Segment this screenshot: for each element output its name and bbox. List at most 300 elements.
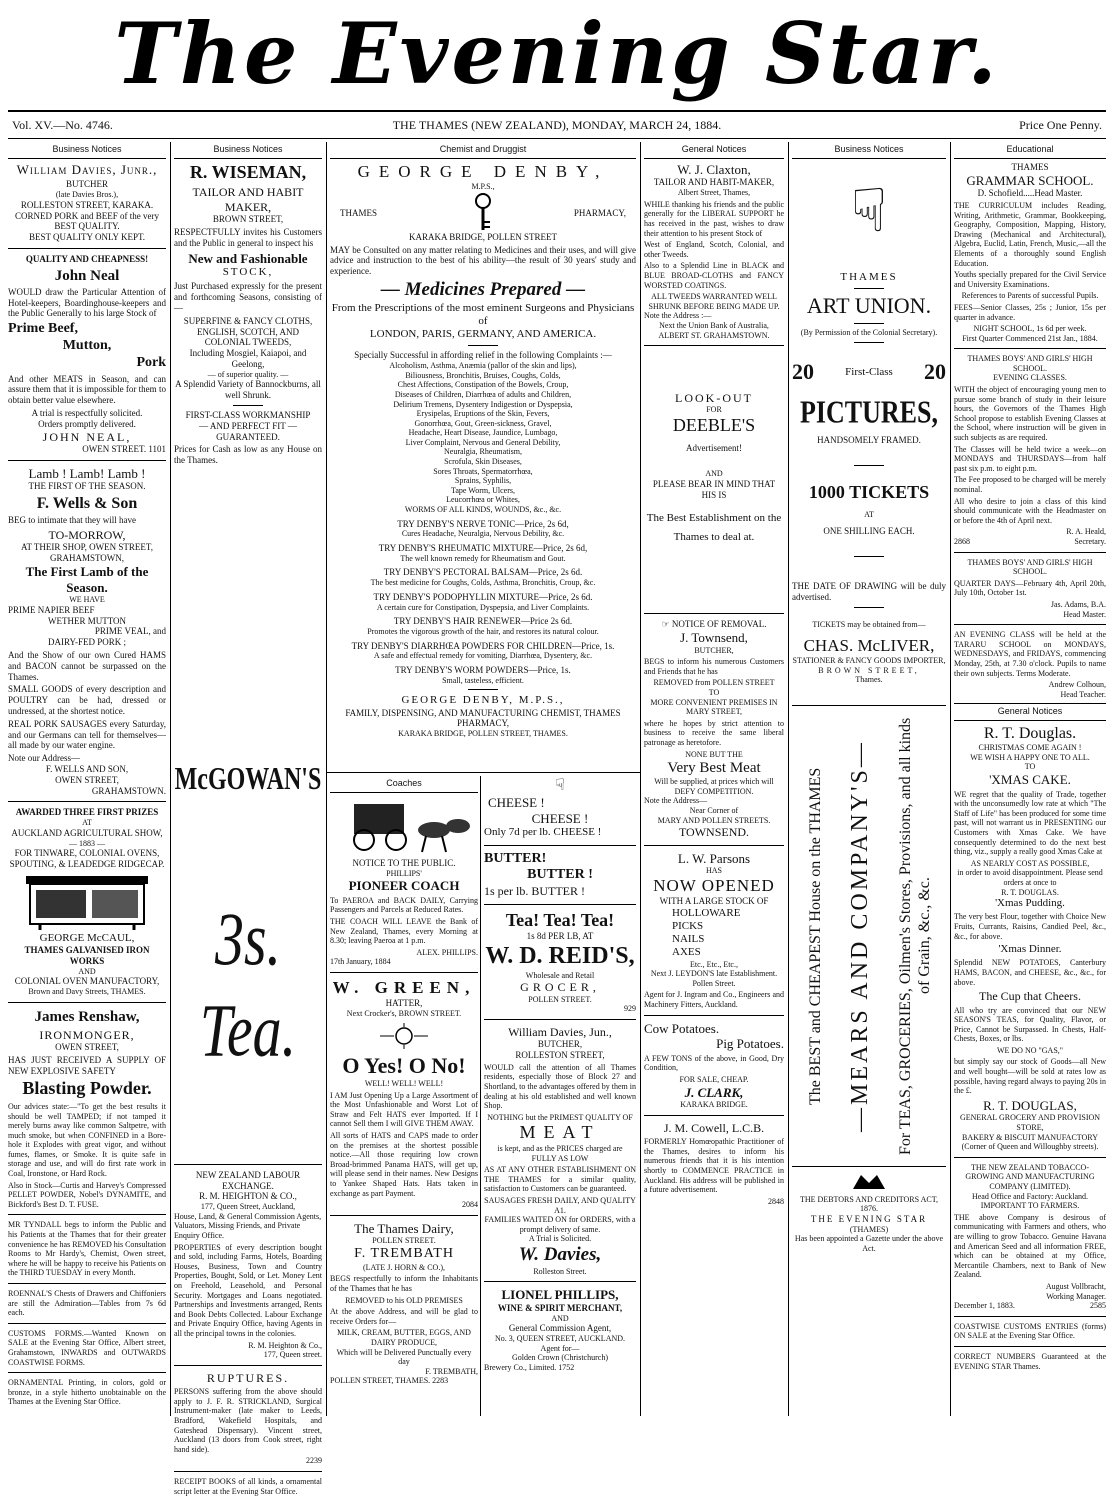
ad-body: CORRECT NUMBERS Guaranteed at the EVENING STAR Thames.: [954, 1351, 1106, 1371]
denby-name: GEORGE DENBY,: [357, 161, 609, 181]
ad-line: J. M. Cowell, L.C.B.: [663, 1120, 765, 1135]
complaint-line: Scrofula, Skin Diseases,: [444, 457, 522, 467]
complaint-line: Liver Complaint, Nervous and General Debility,: [405, 437, 561, 447]
ad-line: —MEARS AND COMPANY'S—: [847, 739, 873, 1132]
ad-body: REAL PORK SAUSAGES every Saturday, and our Germans can tell for themselves—all made by our water engine.: [8, 718, 166, 751]
ad-number: 2283: [432, 1376, 449, 1386]
ad-line: ALEX. PHILLIPS.: [416, 947, 478, 957]
renshaw-name: James Renshaw,: [34, 1008, 140, 1025]
ad-line: FOR SALE, CHEAP.: [679, 1075, 749, 1084]
ad-body: THE CURRICULUM includes Reading, Writing, Arithmetic, Grammar, Bookkeeping, Geography, Composition, Mapping, History, Drawing (Mechanical and Architectural), Algebra, Euclid, Latin, French, Music,—all the Elements of a thoroughly sound English Education.: [954, 200, 1106, 268]
ad-body: ROENNAL'S Chests of Drawers and Chiffoniers are still the Admiration—Tables from 7s 6d each.: [8, 1289, 166, 1318]
ad-line: 20: [924, 358, 946, 384]
divider: [484, 1019, 636, 1020]
ad-line: AND: [78, 966, 96, 976]
ad-line: Will be supplied, at prices which will DEFY COMPETITION.: [654, 777, 774, 796]
ad-line: THE NEW ZEALAND TOBACCO-GROWING AND MANUFACTURING COMPANY (LIMITED).: [965, 1162, 1095, 1192]
ad-line: Lamb ! Lamb! Lamb !: [28, 465, 146, 481]
ad-body: SMALL GOODS of every description and POULTRY can be had, dressed or undressed, at the shortest notice.: [8, 684, 166, 717]
ad-line: HIS IS: [701, 489, 727, 500]
ad-line: CORNED PORK and BEEF of the very BEST QUALITY.: [15, 210, 159, 232]
ad-line: KARAKA BRIDGE, POLLEN STREET, THAMES.: [398, 729, 568, 739]
ad-line: ROLLESTON STREET,: [515, 1050, 605, 1061]
ad-line: O Yes! O No!: [342, 1052, 466, 1078]
ad-line: NOW OPENED: [653, 875, 775, 895]
ad-body: CUSTOMS FORMS.—Wanted Known on SALE at the Evening Star Office, Albert street, Grahamstown, INWARDS and OUTWARDS COASTWISE FORMS.: [8, 1328, 166, 1367]
column-6: [954, 142, 1106, 1416]
ad-line: SAUSAGES FRESH DAILY, AND QUALITY A1.: [484, 1196, 636, 1215]
ad-line: J. Townsend,: [680, 630, 748, 646]
ad-line: William Davies, Jun.,: [508, 1024, 612, 1039]
ad-body: The very best Flour, together with Choice New Fruits, Currants, Raisins, Candied Peel, &c., &c., for above.: [954, 912, 1106, 941]
ad-line: HOLLOWARE: [672, 906, 741, 919]
ad-line: Has been appointed a Gazette under the above Act.: [794, 1234, 944, 1253]
ad-line: Which will be Delivered Punctually every day: [336, 1347, 472, 1367]
ad-line: COLONIAL OVEN MANUFACTORY,: [14, 976, 160, 987]
davies-name: William Davies, Junr.,: [16, 161, 158, 177]
ad-body: QUARTER DAYS—February 4th, April 20th, July 10th, October 1st.: [954, 578, 1106, 598]
price: Price One Penny.: [1019, 118, 1102, 132]
ad-line: BUTCHER: [65, 179, 108, 190]
ad-body: MR TYNDALL begs to inform the Public and his Patients at the Thames that for their greater convenience he has REMOVED his Consultation Rooms to Mr Hardy's, Chemist, Owen street, where he will be happy to receive his Patients on the THIRD TUESDAY in every Month.: [8, 1220, 166, 1278]
ad-body: RECEIPT BOOKS of all kinds, a ornamental script letter at the Evening Star Office.: [174, 1476, 322, 1496]
ad-line: AT THEIR SHOP, OWEN STREET, GRAHAMSTOWN,: [20, 542, 153, 564]
section-rule: [326, 772, 640, 773]
ad-line: M.P.S.,: [471, 182, 495, 192]
ad-line: PIONEER COACH: [348, 878, 460, 894]
ad-line: Head Master.: [1063, 609, 1106, 619]
complaint-line: Diseases of Children, Diarrhœa of adults and Children,: [394, 389, 572, 399]
ad-line: R. M. HEIGHTON & CO.,: [199, 1191, 297, 1202]
ad-line: 1000 TICKETS: [808, 482, 930, 503]
ad-body: FORMERLY Homœopathic Practitioner of the Thames, desires to inform his numerous friends that it is his intention shortly to COMMENCE PRACTICE in Auckland. His address will be published in a future advertisement.: [644, 1137, 784, 1195]
ad-line: AT: [864, 509, 874, 519]
ad-line: Blasting Powder.: [22, 1078, 152, 1099]
ad-body: BEG to intimate that they will have: [8, 515, 136, 526]
ad-body: To PAEROA and BACK DAILY, Carrying Passengers and Parcels at Reduced Rates.: [330, 895, 478, 915]
ad-line: IRONMONGER,: [39, 1027, 135, 1042]
ad-line: Jas. Adams, B.A.: [1050, 599, 1106, 609]
divider: [484, 1281, 636, 1282]
ad-line: (Corner of Queen and Willoughby streets).: [961, 1142, 1099, 1152]
divider: [8, 1214, 166, 1215]
ad-line: GEORGE McCAUL,: [39, 931, 135, 944]
ad-line: Golden Crown (Christchurch): [512, 1353, 608, 1363]
ad-number: 2868: [954, 536, 970, 546]
ad-body: Agent for J. Ingram and Co., Engineers and Machinery Fitters, Auckland.: [644, 990, 784, 1010]
remedy-subtitle: The best medicine for Coughs, Colds, Asthma, Bronchitis, Croup, &c.: [370, 578, 596, 588]
ad-line: CHRISTMAS COME AGAIN !: [978, 743, 1082, 753]
ad-body: And the Show of our own Cured HAMS and BACON cannot be surpassed on the Thames.: [8, 650, 166, 682]
ad-line: ENGLISH, SCOTCH, AND: [196, 326, 299, 337]
section-header: General Notices: [954, 703, 1106, 721]
divider: [854, 465, 884, 466]
remedy-subtitle: The well known remedy for Rheumatism and Gout.: [400, 553, 566, 563]
divider: [854, 607, 884, 608]
ad-line: BROWN STREET,: [818, 665, 920, 675]
ad-line: WE HAVE: [69, 595, 105, 605]
divider: [8, 1323, 166, 1324]
ad-line: BROWN STREET,: [212, 214, 284, 225]
ad-body: RESPECTFULLY invites his Customers and the Public in general to inspect his: [174, 226, 322, 248]
ad-line: GROCER,: [520, 980, 600, 995]
divider: [233, 405, 263, 406]
ad-line: Next the Union Bank of Australia,: [659, 320, 769, 330]
ad-line: TICKETS may be obtained from—: [812, 619, 926, 629]
ad-line: References to Parents of successful Pupils.: [961, 291, 1099, 301]
deeble-heading: DEEBLE'S: [672, 415, 756, 436]
column-rule: [640, 142, 641, 1416]
ad-body: And other MEATS in Season, and can assure them that it is impossible for them to obtain better value elsewhere.: [8, 373, 166, 406]
divider: [854, 342, 884, 343]
volume-number: Vol. XV.—No. 4746.: [12, 118, 113, 132]
ad-line: GRAHAMSTOWN.: [91, 785, 166, 796]
ad-line: CHEESE !: [488, 795, 545, 811]
ad-number: 929: [624, 1004, 636, 1014]
complaint-line: Biliousness, Bronchitis, Bruises, Coughs, Colds,: [405, 370, 561, 380]
ad-line: From the Prescriptions of the most eminent Surgeons and Physicians of: [331, 301, 635, 327]
masthead-title: The Evening Star.: [114, 4, 1000, 103]
divider: [174, 1164, 322, 1165]
ad-line: POLLEN STREET.: [372, 1236, 436, 1246]
divider: [174, 1365, 322, 1366]
complaint-line: Gonorrhœa, Gout, Green-sickness, Gravel,: [414, 418, 552, 428]
ad-line: HATTER,: [385, 998, 423, 1009]
reid-name: W. D. REID'S,: [485, 942, 635, 969]
ad-line: NOTHING but the PRIMEST QUALITY OF: [487, 1112, 633, 1122]
ad-body: A FEW TONS of the above, in Good, Dry Condition,: [644, 1053, 784, 1073]
masthead-rule: [8, 110, 1106, 112]
ad-line: FAMILY, DISPENSING, AND MANUFACTURING CHEMIST, THAMES PHARMACY,: [345, 707, 621, 729]
divider: [174, 1471, 322, 1472]
ad-line: JOHN NEAL,: [42, 429, 132, 444]
complaints-list: [330, 361, 636, 515]
ad-line: AS NEARLY COST AS POSSIBLE,: [970, 858, 1090, 868]
mears-vertical-ad: [792, 705, 946, 1167]
remedy-subtitle: A safe and effectual remedy for vomiting, Diarrhœa, Dysentery, &c.: [373, 651, 593, 661]
ad-number: 1101: [148, 443, 166, 454]
ad-line: HAS: [705, 866, 722, 876]
ad-line: 'XMAS CAKE.: [989, 772, 1071, 788]
ad-body: Also to a Splendid Line in BLACK and BLUE BROAD-CLOTHS and FANCY WORSTED COATINGS.: [644, 261, 784, 290]
ad-body: BEGS to inform his numerous Customers and Friends that he has: [644, 657, 784, 676]
ad-line: THAMES: [340, 207, 378, 218]
ad-line: AWARDED THREE FIRST PRIZES: [15, 807, 159, 818]
column-rule: [326, 142, 327, 1416]
ad-line: PICKS: [672, 920, 704, 933]
ad-line: — AND PERFECT FIT —: [199, 420, 297, 431]
divider: [954, 1316, 1106, 1317]
ad-body: HAS JUST RECEIVED A SUPPLY OF NEW EXPLOSIVE SAFETY: [8, 1054, 166, 1076]
remedy-subtitle: A certain cure for Constipation, Dyspepsia, and Liver Complaints.: [376, 602, 590, 612]
ad-line: Head Teacher.: [1060, 689, 1106, 699]
ad-body: but simply say our stock of Goods—all New and well bought—will be sold at rates low as possible, having regard always to paying 20s in the £.: [954, 1057, 1106, 1096]
ad-line: Pig Potatoes.: [716, 1036, 784, 1052]
ad-line: — of superior quality. —: [207, 369, 289, 379]
column-rule: [170, 142, 171, 1416]
column-1: [8, 142, 166, 1416]
divider: [484, 845, 636, 846]
divider: [854, 323, 884, 324]
ad-line: 17th January, 1884: [330, 957, 391, 967]
stagecoach-illustration: [334, 796, 474, 856]
ad-line: Mutton,: [62, 337, 112, 353]
ad-body: THE above Company is desirous of communicating with Farmers and others, who are willing to grow Tobacco. Genuine Havana and American Seed and all information FREE, which can be obtained at my Office, Mercantile Chambers, next to Bank of New Zealand.: [954, 1212, 1106, 1280]
ad-line: PHILLIPS': [386, 868, 422, 878]
remedy-title: TRY DENBY'S DIARRHŒA POWDERS FOR CHILDREN—Price, 1s.: [351, 640, 615, 651]
divider: [954, 624, 1106, 625]
ad-line: Secretary.: [1074, 536, 1106, 546]
ad-line: Wholesale and Retail: [525, 970, 595, 980]
ad-line: NONE BUT THE: [685, 749, 743, 759]
ad-line: R. T. DOUGLAS.: [1001, 887, 1059, 897]
ad-line: Specially Successful in affording relief in the following Complaints :—: [354, 350, 612, 361]
section-header: Chemist and Druggist: [330, 142, 636, 159]
ad-line: PICTURES,: [800, 395, 938, 431]
ad-line: KARAKA BRIDGE.: [680, 1100, 748, 1110]
tea-heading: 3s. Tea.: [199, 896, 297, 1072]
ad-line: FOR TINWARE, COLONIAL OVENS, SPOUTING, & LEADEDGE RIDGECAP.: [9, 848, 165, 869]
divider: [8, 1372, 166, 1373]
dateline: [8, 118, 1106, 136]
ad-line: 'Xmas Pudding.: [995, 897, 1065, 910]
ad-line: BUTCHER,: [537, 1039, 583, 1050]
ad-number: 2585: [1090, 1301, 1106, 1311]
ad-line: 20: [792, 358, 814, 384]
ad-line: POLLEN STREET, THAMES.: [330, 1376, 431, 1386]
divider: [644, 1115, 784, 1116]
ad-line: Near Corner of: [689, 805, 739, 815]
ad-body: WOULD draw the Particular Attention of Hotel-keepers, Boardinghouse-keepers and the Public Generally to his large Stock of: [8, 286, 166, 319]
ad-line: L. W. Parsons: [677, 850, 751, 866]
divider: [954, 1157, 1106, 1158]
ad-line: Pollen Street.: [692, 978, 736, 988]
douglas-name: R. T. Douglas.: [983, 725, 1077, 743]
ad-line: A trial is respectfully solicited.: [31, 407, 143, 418]
divider: [954, 348, 1106, 349]
ad-line: Prime Beef,: [8, 321, 78, 337]
medicines-heading: — Medicines Prepared —: [380, 278, 586, 300]
ad-line: WINE & SPIRIT MERCHANT,: [497, 1302, 623, 1313]
section-header: Educational: [954, 142, 1106, 159]
ad-line: House, Land, & General Commission Agents, Valuators, Missing Friends, and Private Enquiry Office.: [174, 1211, 322, 1241]
ad-line: — 1883 —: [69, 838, 105, 848]
sun-ornament-icon: [374, 1021, 434, 1051]
remedy-subtitle: Small, tasteless, efficient.: [442, 675, 524, 685]
ad-line: MARY AND POLLEN STREETS.: [657, 815, 771, 825]
complaint-line: WORMS OF ALL KINDS, WOUNDS, &c., &c.: [404, 505, 562, 515]
ad-line: R. T. DOUGLAS,: [983, 1097, 1077, 1113]
remedy-title: TRY DENBY'S HAIR RENEWER—Price 2s 6d.: [393, 616, 573, 627]
remedy-title: TRY DENBY'S WORM POWDERS—Price, 1s.: [395, 664, 571, 675]
ad-line: R. A. Heald,: [1066, 527, 1106, 537]
ad-line: FAMILIES WAITED ON for ORDERS, with a prompt delivery of same.: [484, 1215, 636, 1234]
ad-body: All who try are convinced that our NEW SEASON'S TEAS, for Quality, Flavor, or Price, Cannot be Surpassed. In Chests, Half-Chests, Boxes, or lbs.: [954, 1005, 1106, 1044]
ad-body: Also in Stock—Curtis and Harvey's Compressed PELLET POWDER, Nobel's DYNAMITE, and Bickford's Best D. T. FUSE.: [8, 1180, 166, 1209]
ad-line: GRAMMAR SCHOOL.: [966, 172, 1094, 188]
ad-line: (THAMES): [849, 1224, 889, 1234]
ad-line: Note the Address—: [644, 796, 708, 806]
ad-line: J. CLARK,: [684, 1084, 744, 1100]
ad-line: Next Crocker's, BROWN STREET.: [346, 1009, 462, 1019]
ad-line: The Best Establishment on the Thames to deal at.: [646, 511, 782, 544]
ad-body: PERSONS suffering from the above should apply to J. F. R. STRICKLAND, Surgical Instrument-maker (late maker to Leeds, Bradford, Wakefield Hospitals, and Gateshead Dispensary). Vincent street, Auckland (13 doors from Cook street, right hand side).: [174, 1387, 322, 1454]
section-header: Business Notices: [174, 142, 322, 159]
ad-line: REMOVED from POLLEN STREET: [653, 678, 775, 688]
ad-body: AN EVENING CLASS will be held at the TARARU SCHOOL on MONDAYS, WEDNESDAYS, and FRIDAYS, commencing Monday, 25th, at 7.30 o'clock. Pupils to name their own subjects. Terms Moderate.: [954, 630, 1106, 678]
divider: [330, 972, 478, 973]
divider: [8, 1283, 166, 1284]
ad-line: OWEN STREET,: [55, 774, 119, 785]
ad-line: THE DEBTORS AND CREDITORS ACT, 1876.: [799, 1194, 938, 1214]
ad-line: First-Class: [845, 365, 893, 378]
ad-line: 1s 8d PER LB, AT: [526, 931, 594, 942]
ad-line: The First Lamb of the Season.: [25, 564, 149, 595]
ad-body: BEGS respectfully to inform the Inhabitants of the Thames that he has: [330, 1274, 478, 1293]
art-union-heading: ART UNION.: [806, 292, 932, 318]
ad-line: WE WISH A HAPPY ONE TO ALL.: [970, 752, 1090, 762]
divider: [468, 689, 498, 690]
complaint-line: Sores Throats, Spermatorrhœa,: [433, 466, 533, 476]
ad-line: Pork: [136, 354, 166, 370]
remedy-subtitle: Cures Headache, Neuralgia, Nervous Debility, &c.: [401, 529, 565, 539]
complaint-line: Headache, Heart Disease, Jaundice, Lumbago,: [408, 428, 558, 438]
ad-line: No. 3, QUEEN STREET, AUCKLAND.: [494, 1334, 626, 1344]
ad-line: TO: [708, 688, 720, 698]
ad-line: LIONEL PHILLIPS,: [501, 1287, 619, 1303]
ad-line: STOCK,: [222, 266, 274, 279]
ad-body: West of England, Scotch, Colonial, and other Tweeds.: [644, 240, 784, 259]
pointing-hand-icon: ☟: [555, 777, 565, 794]
ad-line: Including Mosgiel, Kaiapoi, and Geelong,: [189, 348, 307, 369]
ad-line: (By Permission of the Colonial Secretary).: [800, 328, 938, 338]
ad-line: NOTICE OF REMOVAL.: [671, 619, 767, 630]
ad-line: STATIONER & FANCY GOODS IMPORTER,: [792, 655, 946, 665]
ad-line: Note our Address—: [8, 753, 80, 764]
section-header: Business Notices: [8, 142, 166, 159]
ad-line: CHAS. McLIVER,: [803, 635, 935, 655]
neal-name: John Neal: [54, 267, 120, 284]
ad-line: Thames.: [855, 675, 883, 685]
ad-body: Just Purchased expressly for the present and forthcoming Seasons, consisting of—: [174, 281, 322, 313]
complaint-line: Tape Worm, Ulcers,: [451, 485, 515, 495]
ad-body: The Fee proposed to be charged will be merely nominal.: [954, 475, 1106, 495]
claxton-name: W. J. Claxton,: [677, 161, 751, 177]
ad-line: WITH A LARGE STOCK OF: [659, 896, 769, 907]
ad-body: All sorts of HATS and CAPS made to order on the premises at the shortest possible notice.—All those requiring low crown Broad-brimmed Panama HATS, will get up, will please send in their names. New Designs to Yankee Shaped Hats. Hats taken in exchange as part Payment.: [330, 1131, 478, 1198]
complaint-line: Erysipelas, Eruptions of the Skin, Fevers,: [416, 409, 550, 419]
ad-line: First Quarter Commenced 21st Jan., 1884.: [962, 333, 1098, 343]
divider: [644, 845, 784, 846]
ad-line: ALBERT ST. GRAHAMSTOWN.: [658, 330, 770, 340]
ad-line: The BEST and CHEAPEST House on the THAMES: [807, 767, 824, 1105]
ad-line: A Trial is Solicited.: [528, 1234, 592, 1244]
ad-line: December 1, 1883.: [954, 1301, 1015, 1311]
divider: [8, 801, 166, 802]
ad-body: WITH the object of encouraging young men to pursue some branch of study in their leisure hours, the Governors of the Thames High School propose to establish Evening Classes at the School, where instruction will be given in such subjects as are required.: [954, 385, 1106, 443]
ad-line: TAILOR AND HABIT-MAKER,: [653, 177, 775, 188]
ad-line: WE DO NO "GAS,": [996, 1045, 1064, 1055]
wells-name: F. Wells & Son: [36, 495, 138, 513]
remedies-list: [330, 519, 636, 686]
ad-body: Youths specially prepared for the Civil Service and University Examinations.: [954, 270, 1106, 289]
ad-line: Cow Potatoes.: [644, 1020, 720, 1036]
ad-line: Only 7d per lb. CHEESE !: [484, 826, 602, 839]
ad-line: RUPTURES.: [206, 1370, 290, 1385]
pointing-hand-icon: ☟: [850, 177, 888, 244]
complaint-line: Delirium Tremens, Dysentery Indigestion or Dyspepsia,: [393, 399, 573, 409]
divider: [484, 904, 636, 905]
ad-line: QUALITY AND CHEAPNESS!: [25, 253, 149, 264]
ad-line: Note the Address :—: [644, 311, 712, 321]
ad-line: BAKERY & BISCUIT MANUFACTORY: [962, 1132, 1098, 1142]
ad-line: Very Best Meat: [667, 760, 761, 777]
ad-line: EVENING CLASSES.: [993, 373, 1067, 383]
ad-line: F. TREMBATH,: [425, 1366, 478, 1376]
ad-line: August Vollbracht,: [1045, 1281, 1106, 1291]
ad-body: Splendid NEW POTATOES, Canterbury HAMS, BACON, and CHEESE, &c., &c., for above.: [954, 958, 1106, 987]
divider: [854, 288, 884, 289]
ad-line: Albert Street, Thames,: [677, 188, 751, 198]
ad-line: W. Davies,: [518, 1243, 602, 1265]
ad-line: POLLEN STREET.: [528, 994, 592, 1004]
ad-line: THAMES: [1011, 161, 1049, 172]
ad-line: Agent for—: [540, 1343, 580, 1353]
ad-line: Brewery Co., Limited.: [484, 1362, 557, 1372]
ad-line: D. Schofield.....Head Master.: [977, 188, 1083, 199]
ad-line: NOTICE TO THE PUBLIC.: [352, 857, 456, 868]
ad-line: DAIRY-FED PORK ;: [47, 637, 126, 648]
oven-illustration: [22, 872, 152, 930]
ad-line: General Commission Agent,: [508, 1323, 612, 1334]
column-rule: [480, 776, 481, 1416]
divider: [330, 1215, 478, 1216]
removal-notice: [644, 619, 784, 630]
ad-line: Etc., Etc., Etc.,: [690, 959, 738, 969]
ad-number: 1752: [558, 1362, 575, 1372]
ad-line: HANDSOMELY FRAMED.: [817, 434, 921, 445]
divider: [468, 345, 498, 346]
ad-line: 177, Queen Street, Auckland,: [200, 1202, 296, 1212]
ad-line: PRIME VEAL, and: [94, 626, 166, 637]
ad-line: Next J. LEYDON'S late Establishment.: [650, 969, 778, 979]
ad-line: MEAT: [519, 1122, 601, 1143]
column-2: [174, 142, 322, 1496]
ad-line: For TEAS, GROCERIES, Oilmen's Stores, Provisions, and all kinds of Grain, &c., &c.: [897, 717, 934, 1155]
ad-line: BEST QUALITY ONLY KEPT.: [28, 232, 146, 243]
ad-line: Tea! Tea! Tea!: [505, 909, 615, 930]
pointing-hand-icon: ☞: [661, 619, 670, 630]
ad-line: 177, Queen street.: [263, 1350, 322, 1360]
divider: [8, 1002, 166, 1003]
ad-body: where he hopes by strict attention to business to receive the same liberal patronage as heretofore.: [644, 718, 784, 747]
ad-line: NEW ZEALAND LABOUR EXCHANGE.: [195, 1169, 301, 1191]
divider: [644, 1015, 784, 1016]
ad-body: At the above Address, and will be glad to receive Orders for—: [330, 1307, 478, 1326]
ad-line: LONDON, PARIS, GERMANY, AND AMERICA.: [369, 328, 597, 341]
ad-line: (LATE J. HORN & CO.),: [363, 1262, 445, 1272]
ad-line: F. WELLS AND SON,: [45, 764, 129, 775]
ad-body: COASTWISE CUSTOMS ENTRIES (forms) ON SALE at the Evening Star Office.: [954, 1321, 1106, 1341]
remedy-title: TRY DENBY'S RHEUMATIC MIXTURE—Price, 2s 6d,: [378, 543, 588, 554]
ad-body: THE COACH WILL LEAVE the Bank of New Zealand, Thames, every Morning at 8.30; leaving Paeroa at 1 p.m.: [330, 916, 478, 946]
ad-body: WOULD call the attention of all Thames residents, especially those of Block 27 and Shortland, to the advantages offered by them in dealing at his old established and well known Shop.: [484, 1062, 636, 1111]
ad-line: OWEN STREET,: [55, 1041, 119, 1052]
ad-line: COLONIAL TWEEDS,: [204, 337, 292, 348]
ad-line: in order to avoid disappointment. Please send orders at once to: [957, 868, 1103, 887]
ad-line: PHARMACY,: [573, 207, 626, 218]
ad-line: New and Fashionable: [188, 250, 308, 266]
